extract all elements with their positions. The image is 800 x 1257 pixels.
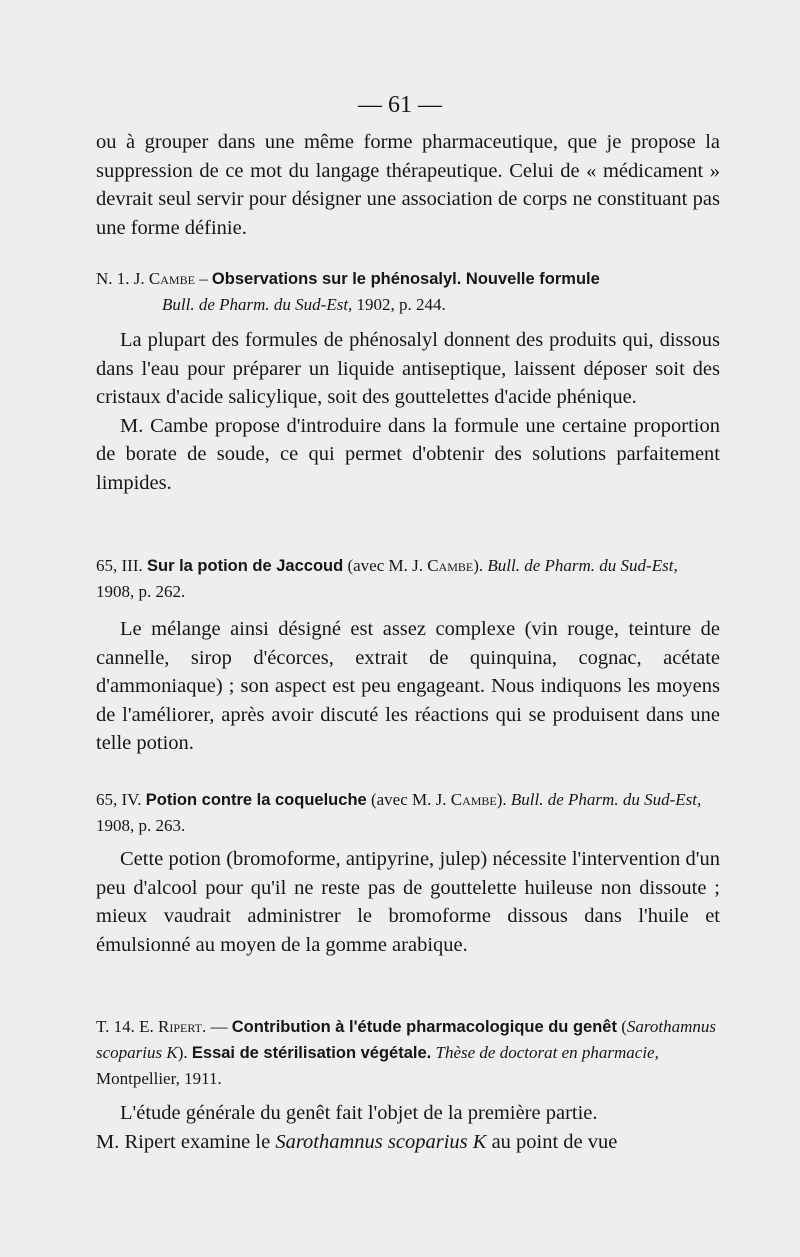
reference-author: Ripert <box>158 1017 202 1036</box>
reference-heading <box>96 787 720 838</box>
reference-collaboration: (avec M. J. <box>343 556 428 575</box>
reference-details: 1908, p. 263. <box>96 816 186 835</box>
reference-heading <box>96 553 720 604</box>
paragraph-jaccoud: Le mélange ainsi désigné est assez complexe (vin rouge, teinture de cannelle, sirop d'écorces, extrait de quinquina, cognac, acétate d'ammoniaque) ; son aspect est peu engageant. Nous indiquons les moyens de l'améliorer, après avoir discuté les réactions qui se produisent dans une telle potion. <box>96 618 720 754</box>
reference-cambe-phenosalyl <box>96 266 720 317</box>
reference-details: 1908, p. 262. <box>96 582 186 601</box>
section-coqueluche-body <box>96 845 720 959</box>
reference-author: Cambe <box>148 269 195 288</box>
intro-paragraph: ou à grouper dans une même forme pharmaceutique, que je propose la suppression de ce mot du langage thérapeutique. Celui de « médicament » devrait seul servir pour désigner une association de corps ne constituant pas une forme définie. <box>96 131 720 239</box>
reference-journal: Bull. de Pharm. du Sud-Est, <box>162 295 353 314</box>
reference-collaboration: (avec M. J. <box>366 790 451 809</box>
reference-details: Montpellier, 1911. <box>96 1069 222 1088</box>
reference-paren-open: ( <box>616 1017 627 1036</box>
reference-number: T. 14. E. <box>96 1017 159 1036</box>
paragraph-ripert-1: L'étude générale du genêt fait l'objet de la première partie. <box>120 1102 598 1124</box>
reference-title: Contribution à l'étude pharmacologique du genêt <box>231 1018 617 1036</box>
section-jaccoud-body <box>96 615 720 758</box>
reference-dash: . — <box>201 1017 232 1036</box>
reference-journal: Bull. de Pharm. du Sud-Est, <box>487 556 678 575</box>
paragraph-phenosalyl-1: La plupart des formules de phénosalyl donnent des produits qui, dissous dans l'eau pour préparer un liquide antiseptique, laissent déposer soit des cristaux d'acide salicylique, soit des gouttelettes d'acide phénique. <box>96 329 720 408</box>
section-phenosalyl-body <box>96 326 720 497</box>
reference-title: Potion contre la coqueluche <box>145 791 367 809</box>
reference-number: 65, III. <box>96 556 147 575</box>
reference-potion-coqueluche <box>96 787 720 838</box>
reference-potion-jaccoud <box>96 553 720 604</box>
reference-collaboration-end: ). <box>473 556 488 575</box>
reference-ripert-genet <box>96 1014 720 1091</box>
reference-heading <box>96 1014 720 1091</box>
reference-subtitle: Essai de stérilisation végétale. <box>191 1044 432 1062</box>
reference-collaborator: Cambe <box>450 790 497 809</box>
reference-title: Sur la potion de Jaccoud <box>146 557 344 575</box>
reference-paren-close: ). <box>177 1043 192 1062</box>
paragraph-phenosalyl-2: M. Cambe propose d'introduire dans la formule une certaine proportion de borate de soude, ce qui permet d'obtenir des solutions parfaitement limpides. <box>96 414 720 494</box>
reference-heading <box>96 266 720 317</box>
reference-dash: – <box>194 269 212 288</box>
reference-species: Sarothamnus scoparius K <box>96 1017 717 1062</box>
reference-thesis: Thèse de doctorat en pharmacie, <box>431 1043 659 1062</box>
reference-number: N. 1. J. <box>96 269 149 288</box>
reference-number: 65, IV. <box>96 790 146 809</box>
reference-collaboration-end: ). <box>496 790 511 809</box>
paragraph-coqueluche: Cette potion (bromoforme, antipyrine, julep) nécessite l'intervention d'un peu d'alcool pour qu'il ne reste pas de gouttelette huileuse non dissoute ; mieux vaudrait administrer le bromoforme dissous dans l'huile et émulsionné au moyen de la gomme arabique. <box>96 848 720 956</box>
reference-title: Observations sur le phénosalyl. Nouvelle formule <box>211 270 600 288</box>
section-ripert-body <box>96 1099 720 1156</box>
intro-block <box>96 128 720 242</box>
reference-details: 1902, p. 244. <box>352 295 446 314</box>
reference-collaborator: Cambe <box>427 556 474 575</box>
reference-journal: Bull. de Pharm. du Sud-Est, <box>510 790 702 809</box>
paragraph-text-end: au point de vue <box>486 1130 618 1153</box>
paragraph-species: Sarothamnus scoparius K <box>275 1130 487 1153</box>
reference-source <box>96 292 720 317</box>
page-number: — 61 — <box>358 92 442 118</box>
paragraph-ripert-2 <box>96 1128 720 1157</box>
paragraph-text: M. Ripert examine le <box>96 1130 276 1153</box>
